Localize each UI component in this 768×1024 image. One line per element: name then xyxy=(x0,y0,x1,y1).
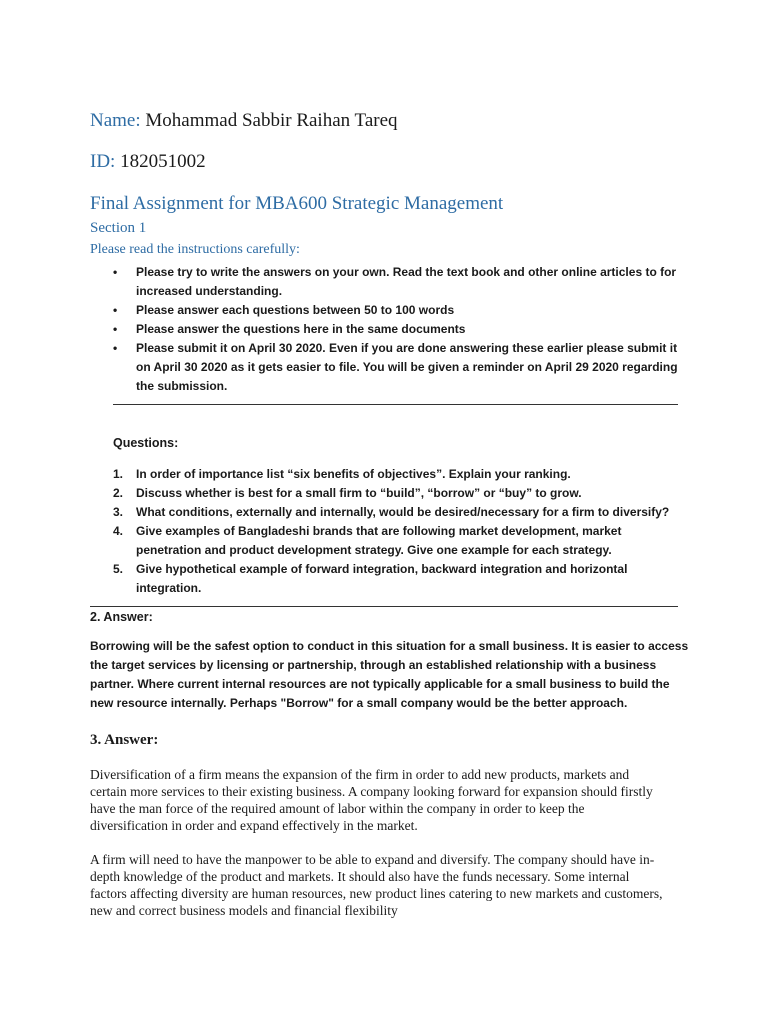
answer-3-paragraph-2 xyxy=(90,851,690,919)
answer-2-line: Borrowing will be the safest option to conduct in this situation for a small business. It is easier to access xyxy=(90,639,689,653)
bullet-icon: • xyxy=(113,341,118,355)
section-heading: Section 1 xyxy=(90,220,147,236)
answer-2-heading: 2. Answer: xyxy=(90,610,153,624)
question-item: 5. Give hypothetical example of forward integration, backward integration and horizontal integration. xyxy=(113,562,628,595)
divider xyxy=(90,606,678,607)
questions-list xyxy=(113,465,693,598)
answer-2-line: partner. Where current internal resources are not typically applicable for a small business to build the xyxy=(90,677,670,691)
name-label: Name: xyxy=(90,110,141,131)
bullet-icon: • xyxy=(113,303,118,317)
instruction-item: • Please try to write the answers on your own. Read the text book and other online articles to for increased understanding. xyxy=(113,265,677,298)
answer-3-line: certain more services to their existing business. A company looking forward for expansion should firstly xyxy=(90,784,653,799)
answer-3-line: Diversification of a firm means the expansion of the firm in order to add new products, markets and xyxy=(90,767,630,782)
answer-3-line: new and correct business models and financial flexibility xyxy=(90,903,398,918)
answer-3-line: diversification in order and expand effectively in the market. xyxy=(90,818,418,833)
question-item: 4. Give examples of Bangladeshi brands that are following market development, market penetration and product development strategy. Give one example for each strategy. xyxy=(113,524,622,557)
instructions-list xyxy=(113,263,693,396)
student-id-line xyxy=(90,151,206,173)
questions-heading: Questions: xyxy=(113,436,179,450)
answer-2-body xyxy=(90,637,689,713)
instruction-item: • Please answer the questions here in the same documents xyxy=(113,320,693,339)
instructions-heading: Please read the instructions carefully: xyxy=(90,242,300,257)
bullet-icon: • xyxy=(113,265,118,279)
bullet-icon: • xyxy=(113,322,118,336)
answer-3-line: factors affecting diversity are human resources, new product lines catering to new markets and customers, xyxy=(90,886,663,901)
question-item: 2. Discuss whether is best for a small firm to “build”, “borrow” or “buy” to grow. xyxy=(113,486,582,500)
answer-3-line: depth knowledge of the product and markets. It should also have the funds necessary. Some internal xyxy=(90,869,630,884)
answer-3-paragraph-1 xyxy=(90,766,690,834)
question-item: 1. In order of importance list “six benefits of objectives”. Explain your ranking. xyxy=(113,467,571,481)
answer-3-heading: 3. Answer: xyxy=(90,732,159,748)
id-value: 182051002 xyxy=(115,151,206,172)
divider xyxy=(113,404,678,405)
answer-3-line: have the man force of the required amount of labor within the company in order to keep the xyxy=(90,801,585,816)
question-item: 3. What conditions, externally and internally, would be desired/necessary for a firm to diversify? xyxy=(113,505,670,519)
answer-2-line: the target services by licensing or partnership, through an established relationship with a business xyxy=(90,658,657,672)
instruction-item: • Please answer each questions between 50 to 100 words xyxy=(113,301,693,320)
answer-2-line: new resource internally. Perhaps "Borrow" for a small company would be the better approach. xyxy=(90,696,628,710)
assignment-title: Final Assignment for MBA600 Strategic Management xyxy=(90,193,504,214)
id-label: ID: xyxy=(90,151,116,172)
student-name-line xyxy=(90,110,398,132)
name-value: Mohammad Sabbir Raihan Tareq xyxy=(140,110,398,131)
instruction-item: • Please submit it on April 30 2020. Even if you are done answering these earlier please submit it on April 30 2020 as it gets easier to file. You will be given a reminder on April 29 2020 regarding the submission. xyxy=(113,341,678,393)
answer-3-line: A firm will need to have the manpower to be able to expand and diversify. The company should have in- xyxy=(90,852,655,867)
